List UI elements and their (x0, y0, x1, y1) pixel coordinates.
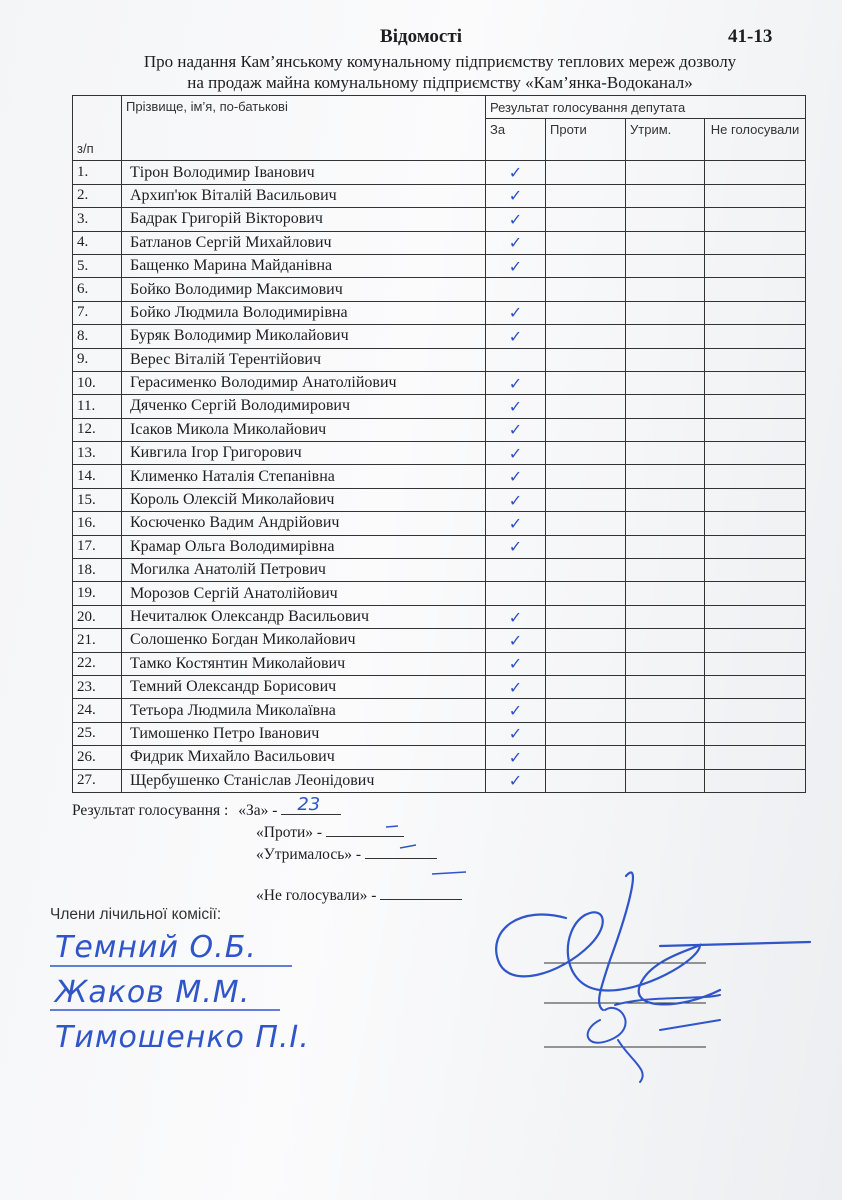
row-number: 3. (73, 208, 122, 231)
vote-for-cell: ✓ (486, 605, 546, 628)
row-number: 17. (73, 535, 122, 558)
vote-for-cell: ✓ (486, 301, 546, 324)
row-number: 9. (73, 348, 122, 371)
deputy-name: Щербушенко Станіслав Леонідович (122, 769, 486, 792)
deputy-name: Ісаков Микола Миколайович (122, 418, 486, 441)
deputy-name: Фидрик Михайло Васильович (122, 746, 486, 769)
deputy-name: Король Олексій Миколайович (122, 488, 486, 511)
row-number: 8. (73, 325, 122, 348)
vote-for-cell: ✓ (486, 208, 546, 231)
deputy-name: Клименко Наталія Степанівна (122, 465, 486, 488)
deputy-name: Косюченко Вадим Андрійович (122, 512, 486, 535)
row-number: 21. (73, 629, 122, 652)
vote-for-cell: ✓ (486, 371, 546, 394)
vote-for-cell: ✓ (486, 699, 546, 722)
vote-for-cell: ✓ (486, 769, 546, 792)
deputy-name: Верес Віталій Терентійович (122, 348, 486, 371)
row-number: 25. (73, 722, 122, 745)
row-number: 2. (73, 184, 122, 207)
deputy-name: Бойко Людмила Володимирівна (122, 301, 486, 324)
vote-for-cell: ✓ (486, 231, 546, 254)
deputy-name: Тамко Костянтин Миколайович (122, 652, 486, 675)
vote-for-cell: ✓ (486, 161, 546, 184)
vote-for-cell: ✓ (486, 746, 546, 769)
subtitle-line-2: на продаж майна комунальному підприємству «Кам’янка-Водоканал» (187, 73, 693, 92)
summary-for-value: 23 (297, 794, 321, 815)
commission-member-1: Темний О.Б. (55, 930, 257, 965)
vote-for-cell: ✓ (486, 722, 546, 745)
summary-against-label: «Проти» - (256, 824, 323, 841)
header-abstain: Утрим. (626, 119, 705, 161)
deputy-name: Дяченко Сергій Володимирович (122, 395, 486, 418)
summary-not-voted-label: «Не голосували» - (256, 887, 377, 904)
vote-for-cell: ✓ (486, 184, 546, 207)
row-number: 5. (73, 254, 122, 277)
row-number: 23. (73, 675, 122, 698)
deputy-name: Батланов Сергій Михайлович (122, 231, 486, 254)
row-number: 12. (73, 418, 122, 441)
vote-for-cell: ✓ (486, 254, 546, 277)
row-number: 15. (73, 488, 122, 511)
subtitle-line-1: Про надання Кам’янському комунальному підприємству теплових мереж дозволу (143, 52, 737, 71)
row-number: 19. (73, 582, 122, 605)
summary-for-label: «За» - (238, 802, 278, 819)
deputy-name: Солошенко Богдан Миколайович (122, 629, 486, 652)
signature-2 (588, 995, 720, 1082)
vote-for-cell: ✓ (486, 395, 546, 418)
deputy-name: Тетьора Людмила Миколаївна (122, 699, 486, 722)
deputy-name: Буряк Володимир Миколайович (122, 325, 486, 348)
against-dash-mark (386, 826, 398, 827)
signature-1 (496, 872, 810, 1010)
row-number: 1. (73, 161, 122, 184)
vote-for-cell: ✓ (486, 325, 546, 348)
row-number: 27. (73, 769, 122, 792)
vote-for-cell: ✓ (486, 535, 546, 558)
row-number: 22. (73, 652, 122, 675)
row-number: 10. (73, 371, 122, 394)
deputy-name: Бойко Володимир Максимович (122, 278, 486, 301)
deputy-name: Кивгила Ігор Григорович (122, 442, 486, 465)
document-number: 41-13 (728, 26, 773, 47)
deputy-name: Могилка Анатолій Петрович (122, 559, 486, 582)
deputy-name: Нечиталюк Олександр Васильович (122, 605, 486, 628)
row-number: 24. (73, 699, 122, 722)
row-number: 16. (73, 512, 122, 535)
vote-for-cell: ✓ (486, 465, 546, 488)
row-number: 13. (73, 442, 122, 465)
deputy-name: Тимошенко Петро Іванович (122, 722, 486, 745)
commission-member-3: Тимошенко П.І. (55, 1020, 310, 1055)
abstain-dash-mark (400, 845, 416, 848)
row-number: 7. (73, 301, 122, 324)
header-for: За (486, 119, 546, 161)
deputy-name: Герасименко Володимир Анатолійович (122, 371, 486, 394)
row-number: 14. (73, 465, 122, 488)
header-full-name: Прізвище, ім’я, по-батькові (122, 96, 486, 161)
deputy-name: Морозов Сергій Анатолійович (122, 582, 486, 605)
vote-for-cell: ✓ (486, 418, 546, 441)
summary-label: Результат голосування : (72, 802, 229, 819)
header-not-voted: Не голосували (705, 119, 806, 161)
header-row-number: з/п (73, 96, 122, 161)
commission-label: Члени лічильної комісії: (50, 906, 222, 923)
vote-for-cell: ✓ (486, 442, 546, 465)
header-against: Проти (546, 119, 626, 161)
not-voted-dash-mark (432, 872, 466, 874)
row-number: 18. (73, 559, 122, 582)
vote-for-cell: ✓ (486, 488, 546, 511)
vote-for-cell: ✓ (486, 629, 546, 652)
vote-for-cell: ✓ (486, 675, 546, 698)
header-vote-result: Результат голосування депутата (486, 96, 806, 119)
row-number: 26. (73, 746, 122, 769)
row-number: 20. (73, 605, 122, 628)
deputy-name: Темний Олександр Борисович (122, 675, 486, 698)
deputy-name: Архип'юк Віталій Васильович (122, 184, 486, 207)
vote-for-cell: ✓ (486, 512, 546, 535)
row-number: 6. (73, 278, 122, 301)
deputy-name: Бащенко Марина Майданівна (122, 254, 486, 277)
row-number: 4. (73, 231, 122, 254)
deputy-name: Крамар Ольга Володимирівна (122, 535, 486, 558)
deputy-name: Бадрак Григорій Вікторович (122, 208, 486, 231)
deputy-name: Тірон Володимир Іванович (122, 161, 486, 184)
summary-abstain-label: «Утрималось» - (256, 846, 362, 863)
vote-for-cell: ✓ (486, 652, 546, 675)
document-title: Відомості (380, 26, 462, 47)
row-number: 11. (73, 395, 122, 418)
commission-member-2: Жаков М.М. (55, 975, 251, 1010)
